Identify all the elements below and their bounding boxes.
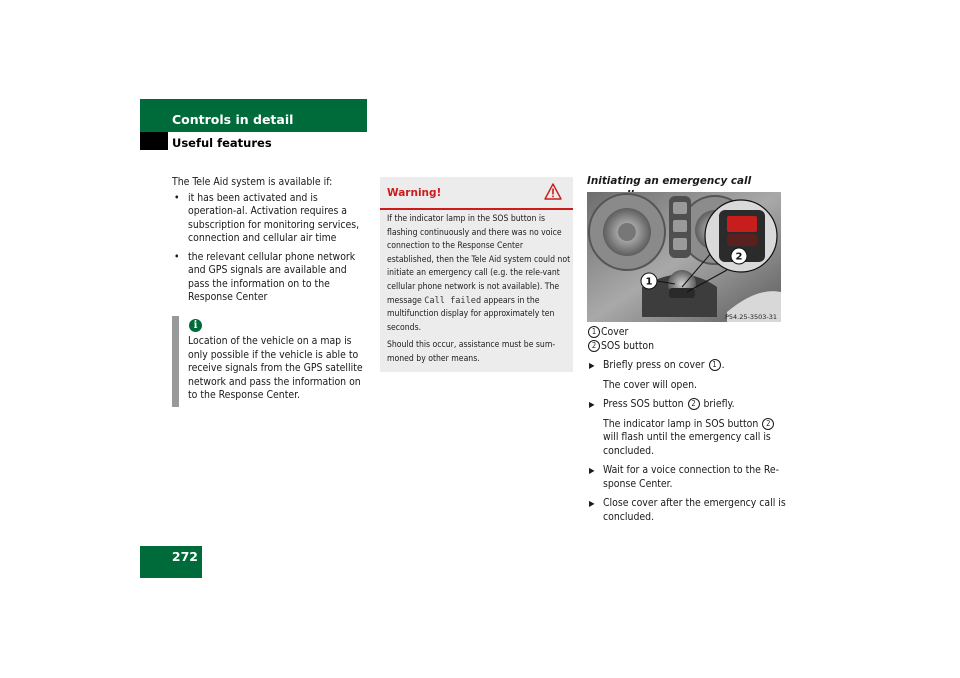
warning-text: If the indicator lamp in the SOS button is flashing continuously and there was no voice connection to the Response Center established, then the Tele Aid system could not initiate an emergency call (e.g. the rele-vant cellular phone network is not available). The message: [387, 214, 571, 306]
availability-bullet: [172, 251, 367, 305]
availability-bullet: [172, 192, 367, 246]
instruction-step: [587, 497, 787, 524]
instruction-step: [587, 464, 787, 491]
legend-item: [587, 340, 654, 354]
info-bar: [172, 316, 179, 407]
warning-paragraph: Should this occur, assistance must be sum-moned by other means.: [387, 340, 556, 364]
number-circle-icon: 2: [588, 340, 600, 352]
legend-item: [587, 326, 654, 340]
info-note: [172, 316, 368, 407]
step-text: Press SOS button: [603, 398, 687, 410]
arrow-right-icon: ▶: [589, 361, 595, 370]
page-number: 272: [171, 549, 198, 564]
step-text: .: [721, 359, 725, 371]
step-text: The indicator lamp in SOS button: [603, 417, 762, 430]
photo-legend: [587, 326, 654, 353]
warning-divider: [380, 208, 573, 210]
warning-header: [380, 177, 573, 207]
chapter-title: Controls in detail: [172, 112, 294, 127]
bullet-dot-icon: •: [174, 250, 180, 263]
availability-section: [172, 176, 367, 305]
warning-triangle-icon: [544, 183, 562, 200]
step-result: [603, 418, 787, 459]
image-code: P54.25-3503-31: [724, 313, 777, 321]
step-text: will flash until the emergency call is concluded.: [603, 431, 771, 457]
arrow-right-icon: ▶: [589, 499, 595, 508]
warning-text: appears in the multifunction display for approximately ten seconds.: [387, 295, 555, 333]
instruction-step: [587, 398, 787, 458]
info-text: Location of the vehicle on a map is only possible if the vehicle is able to receive signals from the GPS satellite network and pass the information on to the Response Center.: [188, 335, 363, 401]
sos-button-photo: [587, 192, 781, 322]
arrow-right-icon: ▶: [589, 466, 595, 475]
arrow-right-icon: ▶: [589, 400, 595, 409]
number-circle-icon: 1: [588, 326, 600, 338]
section-subtitle: Useful features: [172, 136, 272, 150]
step-text: Close cover after the emergency call is concluded.: [603, 497, 786, 523]
header-marker: [140, 132, 168, 150]
warning-paragraph: [387, 213, 571, 335]
bullet-text: it has been activated and is operation-al. Activation requires a subscription for monitoring services, connection and cellular air time: [188, 191, 360, 244]
legend-label: SOS button: [601, 339, 655, 352]
warning-body: [387, 213, 571, 367]
section-heading: Initiating an emergency call: [587, 175, 752, 187]
warning-title: Warning!: [387, 187, 442, 199]
number-circle-icon: 2: [688, 398, 700, 410]
legend-label: Cover: [601, 326, 629, 338]
instruction-step: [587, 359, 787, 392]
step-text: Wait for a voice connection to the Re-sponse Center.: [603, 464, 780, 490]
availability-intro: The Tele Aid system is available if:: [172, 176, 333, 188]
callout-2: 2: [735, 251, 743, 263]
instruction-steps: [587, 359, 787, 524]
warning-box: [380, 177, 573, 372]
display-message: Call failed: [424, 295, 482, 306]
number-circle-icon: 1: [709, 359, 721, 371]
step-text: briefly.: [700, 398, 735, 410]
bullet-text: the relevant cellular phone network and GPS signals are available and pass the information on to the Response Center: [188, 250, 356, 303]
step-text: Briefly press on cover: [603, 359, 708, 371]
number-circle-icon: 2: [762, 418, 774, 430]
callout-1: 1: [645, 276, 653, 288]
bullet-dot-icon: •: [174, 191, 180, 204]
info-icon: i: [189, 319, 202, 332]
step-result: The cover will open.: [603, 378, 698, 391]
